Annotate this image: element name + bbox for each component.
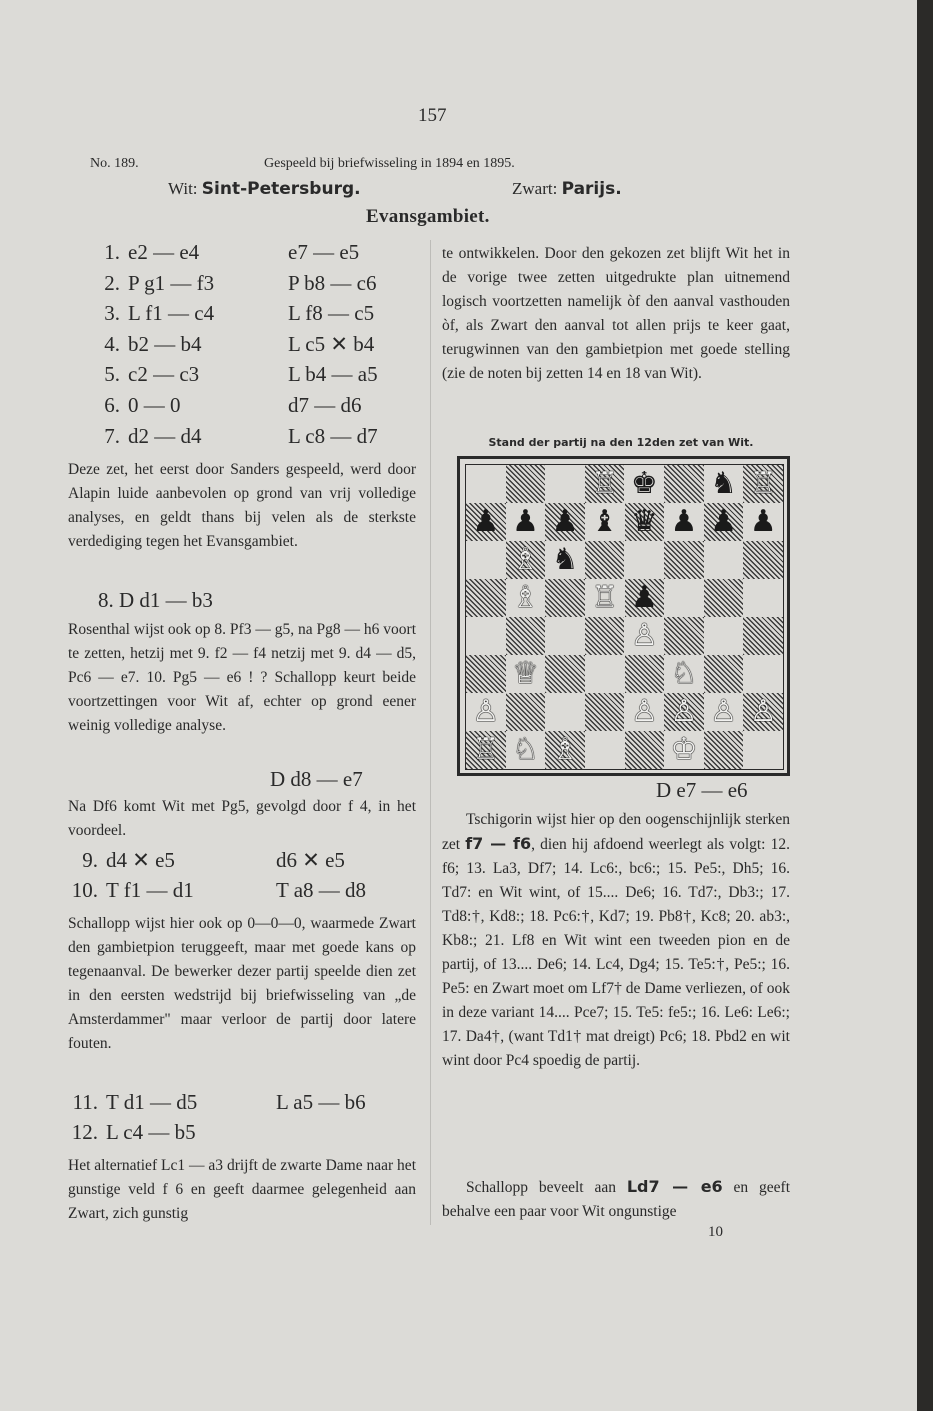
square-f2 bbox=[664, 693, 704, 731]
move-8-black: D d8 — e7 bbox=[270, 767, 363, 791]
note-na-df6: Na Df6 komt Wit met Pg5, gevolgd door f 4, in het voordeel. bbox=[68, 798, 416, 839]
black-piece-icon: ♟ bbox=[670, 504, 698, 539]
square-d8 bbox=[585, 465, 625, 503]
square-a8 bbox=[466, 465, 506, 503]
white-piece-icon: ♙ bbox=[670, 694, 698, 729]
note-alternatief: Het alternatief Lc1 — a3 drijft de zwarte Dame naar het gunstige veld f 6 en geeft daarmee gelegenheid aan Zwart, zich gunstig bbox=[68, 1157, 416, 1222]
square-h1 bbox=[743, 731, 783, 769]
move-12: 12. L c4 — b5 bbox=[71, 1120, 196, 1144]
move-row: 5. c2 — c3 L b4 — a5 bbox=[104, 362, 378, 387]
square-a5 bbox=[466, 579, 506, 617]
page-number: 157 bbox=[418, 105, 447, 126]
move-10: 10. T f1 — d1 T a8 — d8 bbox=[71, 878, 367, 902]
square-a3 bbox=[466, 655, 506, 693]
black-piece-icon: ♚ bbox=[630, 466, 658, 501]
square-a6 bbox=[466, 541, 506, 579]
square-e8 bbox=[625, 465, 665, 503]
black-piece-icon: ♟ bbox=[630, 580, 658, 615]
opening-moves bbox=[90, 240, 425, 454]
note-rosenthal: Rosenthal wijst ook op 8. Pf3 — g5, na Pg8 — h6 voort te zetten, hetzij met 9. f2 — f4 netzij met 9. d4 — d5, Pc6 — e7. 10. Pg5 — e6 ! ? Schallopp keurt beide voortzettingen voor Wit af, echter op grond eener weinig volledige analyse. bbox=[68, 621, 416, 734]
square-c6 bbox=[545, 541, 585, 579]
move-12-black: D e7 — e6 bbox=[656, 778, 748, 802]
square-c5 bbox=[545, 579, 585, 617]
square-h2 bbox=[743, 693, 783, 731]
square-c7 bbox=[545, 503, 585, 541]
move-row: 4. b2 — b4 L c5 ✕ b4 bbox=[104, 331, 375, 356]
square-h4 bbox=[743, 617, 783, 655]
note-ontwikkelen: te ontwikkelen. Door den gekozen zet blijft Wit het in de vorige twee zetten uitgedrukte plan uitnemend logisch voortzetten namelijk òf den aanval vasthouden òf, als Zwart den aanval tot allen prijs te keer gaat, terugwinnen van den gambietpion met goede stelling (zie de noten bij zetten 14 en 18 van Wit). bbox=[442, 245, 790, 382]
square-e7 bbox=[625, 503, 665, 541]
white-player bbox=[168, 179, 361, 199]
square-h8 bbox=[743, 465, 783, 503]
tschigorin-move: f7 — f6 bbox=[465, 834, 532, 853]
note-tschigorin bbox=[442, 808, 790, 1073]
white-piece-icon: ♖ bbox=[591, 466, 619, 501]
played-note: Gespeeld bij briefwisseling in 1894 en 1895. bbox=[264, 156, 515, 171]
square-h6 bbox=[743, 541, 783, 579]
black-piece-icon: ♟ bbox=[511, 504, 539, 539]
square-b2 bbox=[506, 693, 546, 731]
square-f5 bbox=[664, 579, 704, 617]
beveelt-text-a: Schallopp beveelt aan bbox=[466, 1179, 627, 1196]
square-b6 bbox=[506, 541, 546, 579]
black-piece-icon: ♞ bbox=[710, 466, 737, 501]
column-divider bbox=[430, 240, 431, 1225]
square-g6 bbox=[704, 541, 744, 579]
square-d7 bbox=[585, 503, 625, 541]
black-piece-icon: ♟ bbox=[749, 504, 777, 539]
square-c4 bbox=[545, 617, 585, 655]
square-b4 bbox=[506, 617, 546, 655]
scan-edge bbox=[917, 0, 933, 1411]
white-piece-icon: ♗ bbox=[511, 580, 539, 615]
square-e4 bbox=[625, 617, 665, 655]
white-piece-icon: ♙ bbox=[472, 694, 500, 729]
white-name: Sint-Petersburg. bbox=[201, 179, 361, 199]
square-e5 bbox=[625, 579, 665, 617]
square-e3 bbox=[625, 655, 665, 693]
square-h5 bbox=[743, 579, 783, 617]
white-piece-icon: ♖ bbox=[749, 466, 777, 501]
note-schallopp: Schallopp wijst hier ook op 0—0—0, waarmede Zwart den gambietpion teruggeeft, maar met goede kans op tegenaanval. De bewerker dezer partij speelde dien zet in den eersten wedstrijd bij briefwisseling van „de Amsterdammer" maar verloor de partij door latere fouten. bbox=[68, 915, 416, 1052]
signature-mark: 10 bbox=[708, 1224, 723, 1240]
move-9: 9. d4 ✕ e5 d6 ✕ e5 bbox=[82, 848, 345, 872]
tschigorin-text-b: , dien hij afdoend weerlegt als volgt: 12. f6; 13. La3, Df7; 14. Lc6:, bc6:; 15. Pe5:, Dh5; 16. Td7: en Wit wint, of 15.... De6; 16. Td7:, Db3:; 17. Td8:†, Kd8:; 18. Pc6:†, Kd7; 19. Pb8†, Kc8; 20. ab3:, Kb8:; 21. Lf8 en Wit wint een tweeden pion en de partij, of 13.... De6; 14. Lc4, Dg4; 15. Te5:†, Pe5:; 16. Pe5: en Zwart moet om Lf7† de Dame verliezen, of ook in deze variant 14.... Pce7; 15. Te5: fe5:; 16. Le6: Le6:; 17. Da4†, (want Td1† mat dreigt) Pc6; 18. Pbd2 en wit wint door Pc4 spoedig de partij. bbox=[442, 836, 791, 1069]
square-d4 bbox=[585, 617, 625, 655]
chess-board bbox=[465, 464, 784, 770]
move-row: 1. e2 — e4 e7 — e5 bbox=[104, 240, 360, 264]
square-d2 bbox=[585, 693, 625, 731]
white-piece-icon: ♖ bbox=[472, 732, 500, 767]
square-d5 bbox=[585, 579, 625, 617]
white-label: Wit: bbox=[168, 179, 198, 198]
square-b3 bbox=[506, 655, 546, 693]
white-piece-icon: ♕ bbox=[511, 656, 539, 691]
move-11: 11. T d1 — d5 L a5 — b6 bbox=[72, 1090, 366, 1114]
square-b8 bbox=[506, 465, 546, 503]
white-piece-icon: ♙ bbox=[630, 618, 658, 653]
move-row: 2. P g1 — f3 P b8 — c6 bbox=[104, 270, 377, 295]
square-f1 bbox=[664, 731, 704, 769]
square-d6 bbox=[585, 541, 625, 579]
beveelt-move: Ld7 — e6 bbox=[626, 1177, 723, 1196]
square-c2 bbox=[545, 693, 585, 731]
note-schallopp-beveelt bbox=[442, 1175, 790, 1224]
black-piece-icon: ♝ bbox=[591, 504, 619, 539]
black-piece-icon: ♟ bbox=[472, 504, 500, 539]
black-player bbox=[512, 179, 622, 199]
black-piece-icon: ♞ bbox=[551, 542, 579, 577]
opening-title: Evansgambiet. bbox=[366, 206, 490, 227]
square-a1 bbox=[466, 731, 506, 769]
tschigorin-text-a: Tschigorin wijst hier op den oogenschijnlijk sterken zet bbox=[442, 811, 790, 853]
square-g7 bbox=[704, 503, 744, 541]
white-piece-icon: ♘ bbox=[670, 656, 698, 691]
move-8-white: 8. D d1 — b3 bbox=[98, 588, 213, 612]
diagram-caption: Stand der partij na den 12den zet van Wit. bbox=[488, 436, 754, 449]
white-piece-icon: ♙ bbox=[710, 694, 737, 729]
square-f6 bbox=[664, 541, 704, 579]
square-g1 bbox=[704, 731, 744, 769]
move-row: 7. d2 — d4 L c8 — d7 bbox=[104, 423, 378, 448]
black-label: Zwart: bbox=[512, 179, 558, 198]
square-d1 bbox=[585, 731, 625, 769]
black-name: Parijs. bbox=[561, 179, 622, 199]
white-piece-icon: ♖ bbox=[591, 580, 619, 615]
white-piece-icon: ♗ bbox=[551, 732, 579, 767]
square-h3 bbox=[743, 655, 783, 693]
square-a4 bbox=[466, 617, 506, 655]
white-piece-icon: ♙ bbox=[630, 694, 658, 729]
note-deze-zet: Deze zet, het eerst door Sanders gespeeld, werd door Alapin luide aanbevolen op grond van vrij volledige analyses, en geldt thans bij velen als de sterkste verdediging tegen het Evansgambiet. bbox=[68, 461, 416, 550]
square-f4 bbox=[664, 617, 704, 655]
black-piece-icon: ♛ bbox=[630, 504, 658, 539]
black-piece-icon: ♟ bbox=[710, 504, 737, 539]
square-b5 bbox=[506, 579, 546, 617]
square-f3 bbox=[664, 655, 704, 693]
square-b7 bbox=[506, 503, 546, 541]
square-c3 bbox=[545, 655, 585, 693]
square-e1 bbox=[625, 731, 665, 769]
beveelt-text-b: en geeft behalve een paar voor Wit ongunstige bbox=[442, 1179, 790, 1220]
square-c8 bbox=[545, 465, 585, 503]
square-f7 bbox=[664, 503, 704, 541]
white-piece-icon: ♔ bbox=[670, 732, 698, 767]
square-f8 bbox=[664, 465, 704, 503]
square-d3 bbox=[585, 655, 625, 693]
square-c1 bbox=[545, 731, 585, 769]
square-a7 bbox=[466, 503, 506, 541]
square-g5 bbox=[704, 579, 744, 617]
square-h7 bbox=[743, 503, 783, 541]
move-row: 6. 0 — 0 d7 — d6 bbox=[104, 392, 362, 417]
white-piece-icon: ♘ bbox=[511, 732, 539, 767]
move-row: 3. L f1 — c4 L f8 — c5 bbox=[104, 301, 375, 326]
square-b1 bbox=[506, 731, 546, 769]
white-piece-icon: ♙ bbox=[749, 694, 777, 729]
square-g8 bbox=[704, 465, 744, 503]
square-e6 bbox=[625, 541, 665, 579]
square-e2 bbox=[625, 693, 665, 731]
square-g3 bbox=[704, 655, 744, 693]
square-g2 bbox=[704, 693, 744, 731]
black-piece-icon: ♟ bbox=[551, 504, 579, 539]
square-g4 bbox=[704, 617, 744, 655]
white-piece-icon: ♗ bbox=[511, 542, 539, 577]
game-number: No. 189. bbox=[90, 156, 139, 171]
chess-diagram bbox=[457, 456, 790, 776]
square-a2 bbox=[466, 693, 506, 731]
